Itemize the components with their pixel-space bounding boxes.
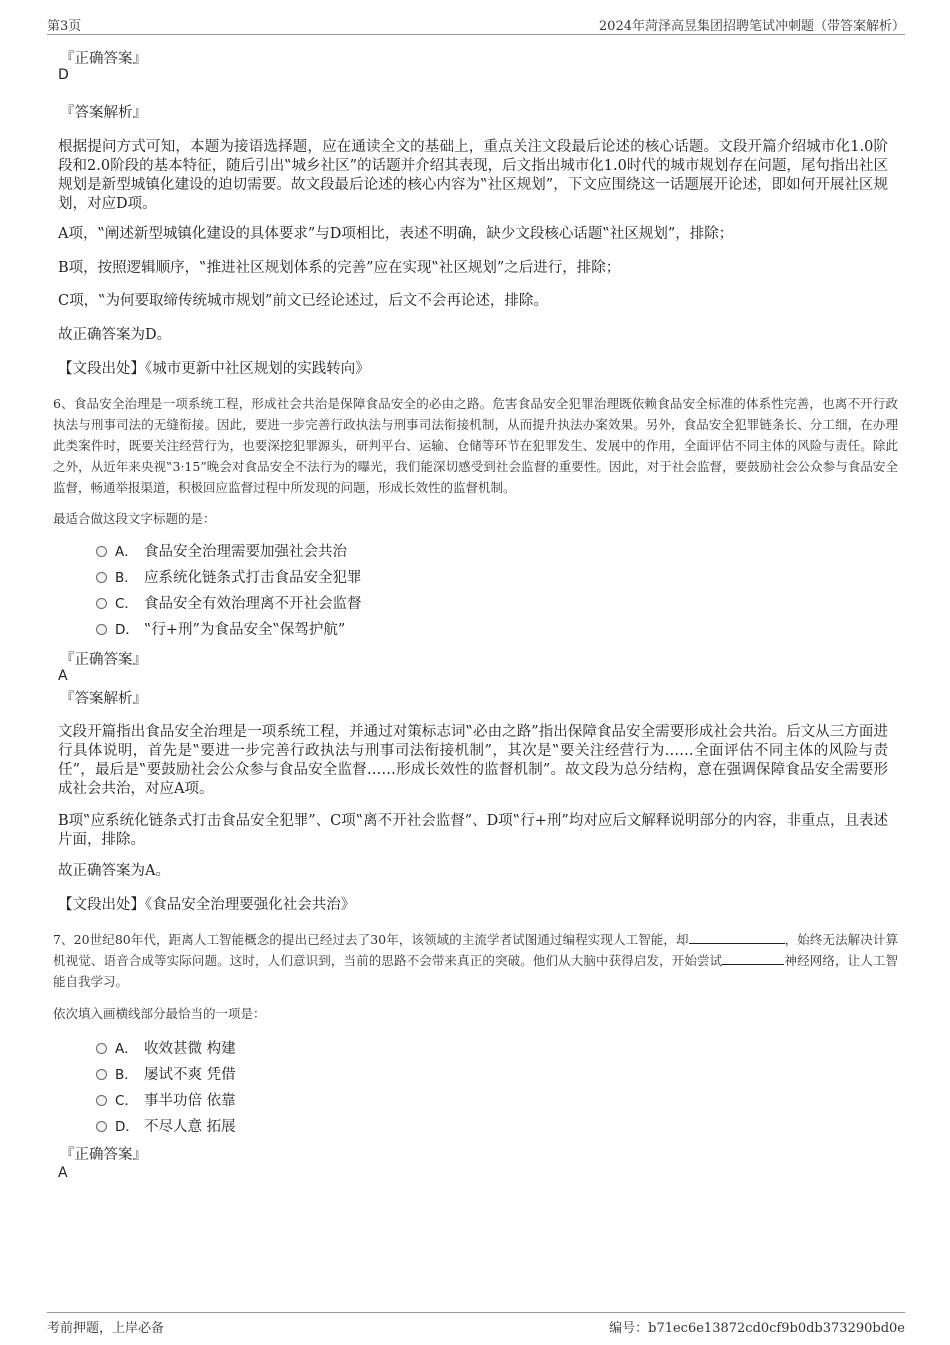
analysis-heading: 『答案解析』 [60, 105, 147, 121]
radio-icon[interactable] [96, 572, 107, 583]
source-citation: 【文段出处】《城市更新中社区规划的实践转向》 [58, 361, 370, 377]
radio-icon[interactable] [96, 1121, 107, 1132]
option-d[interactable]: D． ‟行+刑”为食品安全‟保驾护航” [96, 620, 345, 640]
page-number: 第3页 [47, 19, 82, 34]
answer-heading: 『正确答案』 [60, 652, 147, 668]
question-prompt: 依次填入画横线部分最恰当的一项是： [53, 1006, 266, 1021]
source-citation: 【文段出处】《食品安全治理要强化社会共治》 [58, 897, 356, 913]
answer-value: A [58, 668, 68, 684]
analysis-paragraph: 文段开篇指出食品安全治理是一项系统工程，并通过对策标志词‟必由之路”指出保障食品安全需要形成社会共治。后文从三方面进行具体说明，首先是‟要进一步完善行政执法与刑事司法衔接机制”，其次是‟要关注经营行为……全面评估不同主体的风险与责任”，最后是‟要鼓励社会公众参与食品安全监督……形成长效性的监督机制”。故文段为总分结构，意在强调保障食品安全需要形成社会共治，对应A项。 [58, 724, 888, 797]
radio-icon[interactable] [96, 1043, 107, 1054]
option-c[interactable]: C． 事半功倍 依靠 [96, 1091, 236, 1111]
analysis-conclusion: 故正确答案为D。 [58, 327, 172, 343]
option-a[interactable]: A． 收效甚微 构建 [96, 1039, 236, 1059]
radio-icon[interactable] [96, 598, 107, 609]
option-d[interactable]: D． 不尽人意 拓展 [96, 1117, 236, 1137]
radio-icon[interactable] [96, 624, 107, 635]
analysis-paragraph: C项，‟为何要取缔传统城市规划”前文已经论述过，后文不会再论述，排除。 [58, 293, 548, 309]
answer-heading: 『正确答案』 [60, 1147, 147, 1163]
analysis-paragraph: 根据提问方式可知，本题为接语选择题，应在通读全文的基础上，重点关注文段最后论述的核心话题。文段开篇介绍城市化1.0阶段和2.0阶段的基本特征，随后引出‟城乡社区”的话题并介绍其表现，后文指出城市化1.0时代的城市规划存在问题，尾句指出社区规划是新型城镇化建设的迫切需要。故文段最后论述的核心内容为‟社区规划”，下文应围绕这一话题展开论述，即如何开展社区规划，对应D项。 [58, 139, 888, 212]
option-b[interactable]: B． 屡试不爽 凭借 [96, 1065, 236, 1085]
footer-slogan: 考前押题，上岸必备 [47, 1321, 165, 1336]
question-stem: 6、食品安全治理是一项系统工程，形成社会共治是保障食品安全的必由之路。危害食品安全犯罪治理既依赖食品安全标准的体系性完善，也离不开行政执法与刑事司法的无缝衔接。因此，要进一步完善行政执法与刑事司法衔接机制，从而提升执法办案效果。另外，食品安全犯罪链条长、分工细，在办理此类案件时，既要关注经营行为，也要深挖犯罪源头，研判平台、运输、仓储等环节在犯罪发生、发展中的作用，全面评估不同主体的风险与责任。除此之外，从近年来央视‟3·15”晚会对食品安全不法行为的曝光，我们能深切感受到社会监督的重要性。因此，对于社会监督，要鼓励社会公众参与食品安全监督，畅通举报渠道，积极回应监督过程中所发现的问题，形成长效性的监督机制。 [53, 396, 898, 495]
document-title: 2024年菏泽高昱集团招聘笔试冲刺题（带答案解析） [598, 19, 905, 34]
analysis-heading: 『答案解析』 [60, 691, 147, 707]
analysis-conclusion: 故正确答案为A。 [58, 863, 170, 879]
answer-value: D [58, 67, 69, 83]
option-c[interactable]: C． 食品安全有效治理离不开社会监督 [96, 594, 362, 614]
answer-value: A [58, 1165, 68, 1181]
page-footer [47, 1312, 905, 1335]
radio-icon[interactable] [96, 1095, 107, 1106]
option-a[interactable]: A． 食品安全治理需要加强社会共治 [96, 542, 347, 562]
answer-heading: 『正确答案』 [60, 51, 147, 67]
analysis-paragraph: A项，‟阐述新型城镇化建设的具体要求”与D项相比，表述不明确，缺少文段核心话题‟社区规划”，排除； [58, 226, 734, 242]
radio-icon[interactable] [96, 1069, 107, 1080]
question-prompt: 最适合做这段文字标题的是： [53, 511, 216, 526]
analysis-paragraph: B项，按照逻辑顺序，‟推进社区规划体系的完善”应在实现‟社区规划”之后进行，排除； [58, 260, 621, 276]
fill-blank-1[interactable] [689, 931, 785, 944]
option-b[interactable]: B． 应系统化链条式打击食品安全犯罪 [96, 568, 362, 588]
document-serial: 编号：b71ec6e13872cd0cf9b0db373290bd0e [609, 1321, 905, 1336]
fill-blank-2[interactable] [722, 952, 784, 965]
page-header [47, 12, 905, 35]
analysis-paragraph: B项‟应系统化链条式打击食品安全犯罪”、C项‟离不开社会监督”、D项‟行+刑”均对应后文解释说明部分的内容，非重点，且表述片面，排除。 [58, 813, 888, 848]
radio-icon[interactable] [96, 546, 107, 557]
question-stem: 7、20世纪80年代，距离人工智能概念的提出已经过去了30年，该领域的主流学者试图通过编程实现人工智能，却 ，始终无法解决计算机视觉、语音合成等实际问题。这时，人们意识到，当前的思路不会带来真正的突破。他们从大脑中获得启发，开始尝试 神经网络，让人工智能自我学习。 [53, 932, 898, 989]
